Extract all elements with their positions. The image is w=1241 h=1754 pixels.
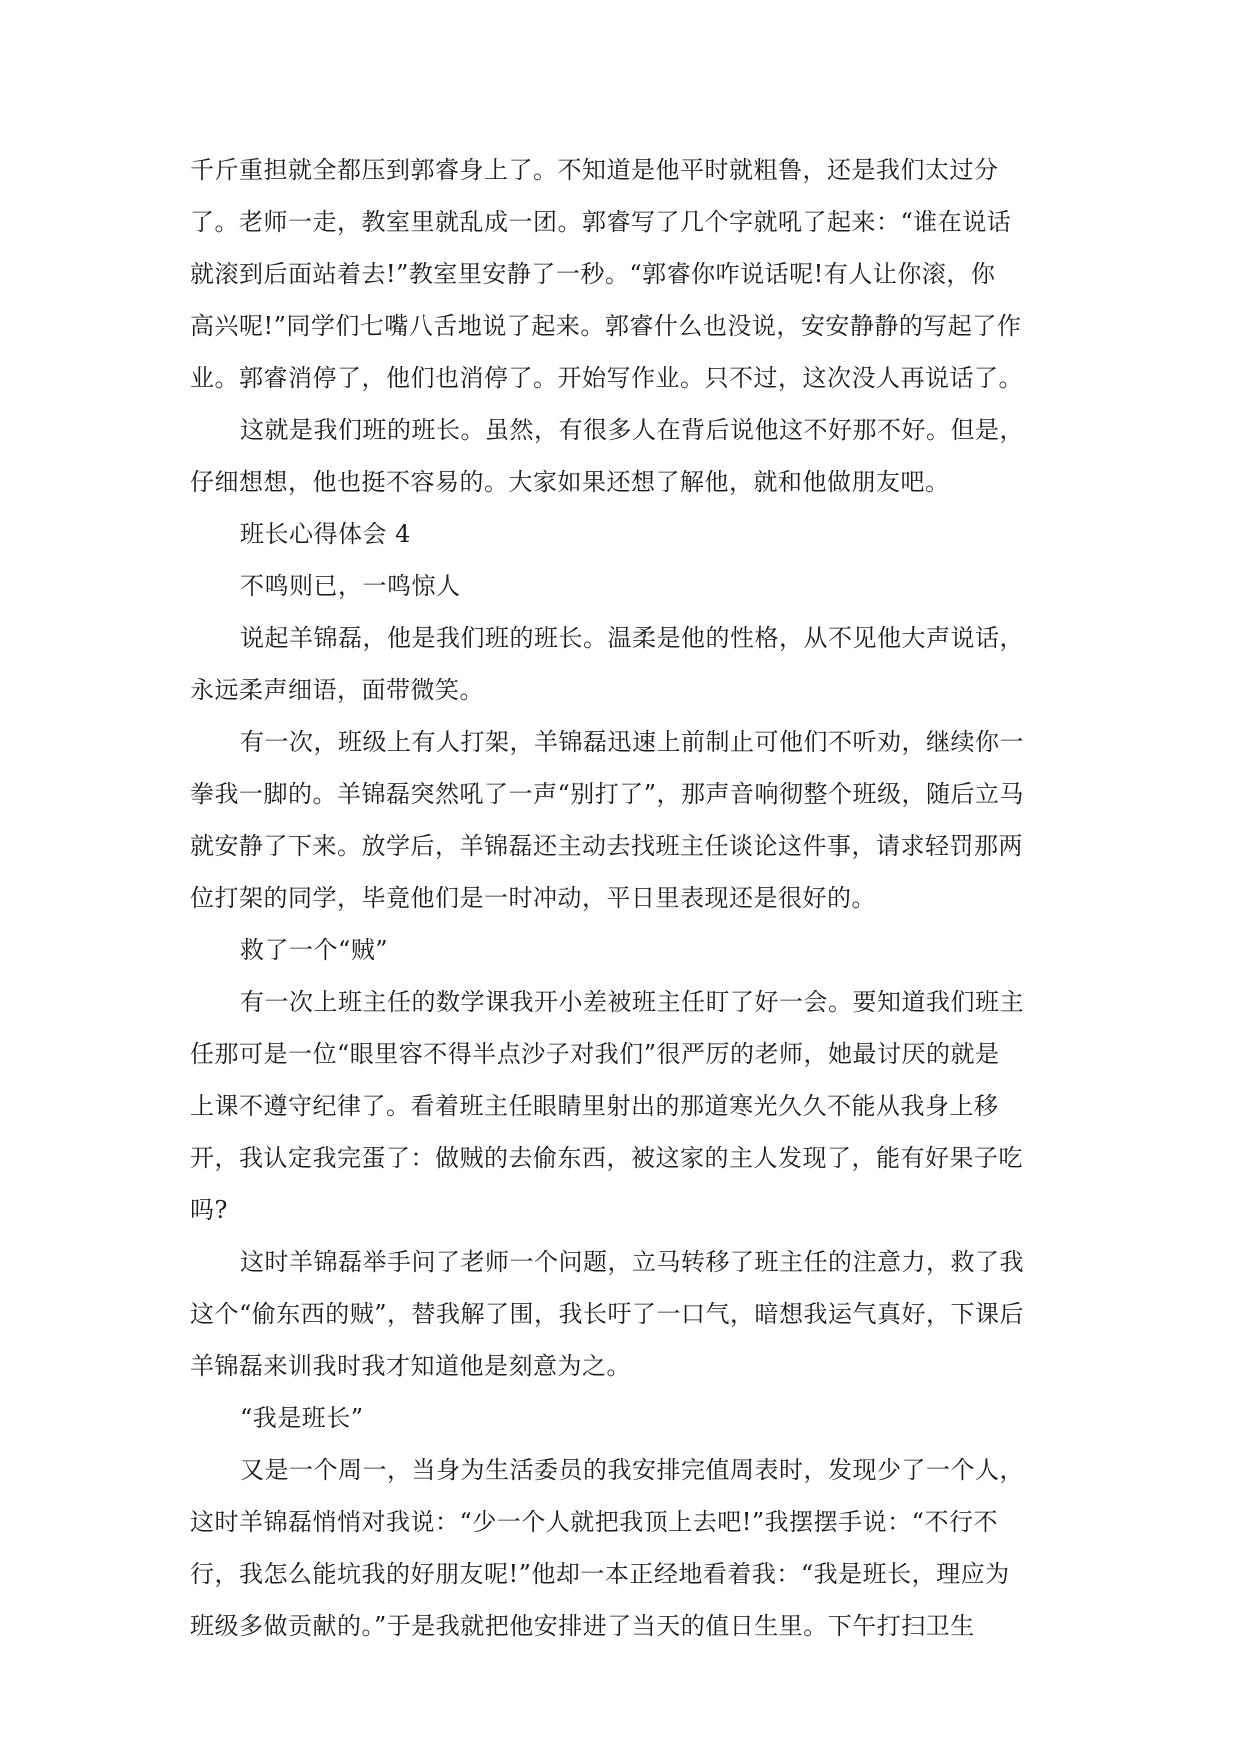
- text-line: 行，我怎么能坑我的好朋友呢!”他却一本正经地看着我：“我是班长，理应为: [190, 1560, 1010, 1588]
- text-line: 班长心得体会 4: [240, 520, 411, 548]
- text-line: 仔细想想，他也挺不容易的。大家如果还想了解他，就和他做朋友吧。: [190, 468, 950, 496]
- text-line: 上课不遵守纪律了。看着班主任眼睛里射出的那道寒光久久不能从我身上移: [190, 1092, 999, 1120]
- text-line: 这个“偷东西的贼”，替我解了围，我长吁了一口气，暗想我运气真好，下课后: [190, 1300, 1025, 1328]
- text-line: 拳我一脚的。羊锦磊突然吼了一声“别打了”，那声音响彻整个班级，随后立马: [190, 780, 1025, 808]
- text-line: 任那可是一位“眼里容不得半点沙子对我们”很严厉的老师，她最讨厌的就是: [190, 1040, 1000, 1068]
- text-line: “我是班长”: [240, 1404, 364, 1432]
- text-line: 就安静了下来。放学后，羊锦磊还主动去找班主任谈论这件事，请求轻罚那两: [190, 832, 1023, 860]
- text-line: 又是一个周一，当身为生活委员的我安排完值周表时，发现少了一个人，: [240, 1456, 1024, 1484]
- text-line: 这时羊锦磊举手问了老师一个问题，立马转移了班主任的注意力，救了我: [240, 1248, 1024, 1276]
- text-line: 班级多做贡献的。”于是我就把他安排进了当天的值日生里。下午打扫卫生: [190, 1612, 975, 1640]
- text-line: 这就是我们班的班长。虽然，有很多人在背后说他这不好那不好。但是，: [240, 416, 1024, 444]
- text-line: 开，我认定我完蛋了：做贼的去偷东西，被这家的主人发现了，能有好果子吃: [190, 1144, 1023, 1172]
- text-line: 位打架的同学，毕竟他们是一时冲动，平日里表现还是很好的。: [190, 884, 876, 912]
- text-line: 这时羊锦磊悄悄对我说：“少一个人就把我顶上去吧!”我摆摆手说：“不行不: [190, 1508, 998, 1536]
- text-line: 不鸣则已，一鸣惊人: [240, 572, 461, 600]
- text-line: 有一次，班级上有人打架，羊锦磊迅速上前制止可他们不听劝，继续你一: [240, 728, 1024, 756]
- text-line: 业。郭睿消停了，他们也消停了。开始写作业。只不过，这次没人再说话了。: [190, 364, 1023, 392]
- text-line: 羊锦磊来训我时我才知道他是刻意为之。: [190, 1352, 631, 1380]
- document-body: [190, 144, 1052, 1652]
- text-line: 吗?: [190, 1196, 228, 1224]
- text-line: 就滚到后面站着去!”教室里安静了一秒。“郭睿你咋说话呢!有人让你滚，你: [190, 260, 996, 288]
- text-line: 千斤重担就全都压到郭睿身上了。不知道是他平时就粗鲁，还是我们太过分: [190, 156, 999, 184]
- text-line: 永远柔声细语，面带微笑。: [190, 676, 484, 704]
- text-line: 救了一个“贼”: [240, 936, 389, 964]
- text-line: 说起羊锦磊，他是我们班的班长。温柔是他的性格，从不见他大声说话，: [240, 624, 1024, 652]
- text-line: 了。老师一走，教室里就乱成一团。郭睿写了几个字就吼了起来：“谁在说话: [190, 208, 1012, 236]
- text-line: 有一次上班主任的数学课我开小差被班主任盯了好一会。要知道我们班主: [240, 988, 1024, 1016]
- text-line: 高兴呢!”同学们七嘴八舌地说了起来。郭睿什么也没说，安安静静的写起了作: [190, 312, 1022, 340]
